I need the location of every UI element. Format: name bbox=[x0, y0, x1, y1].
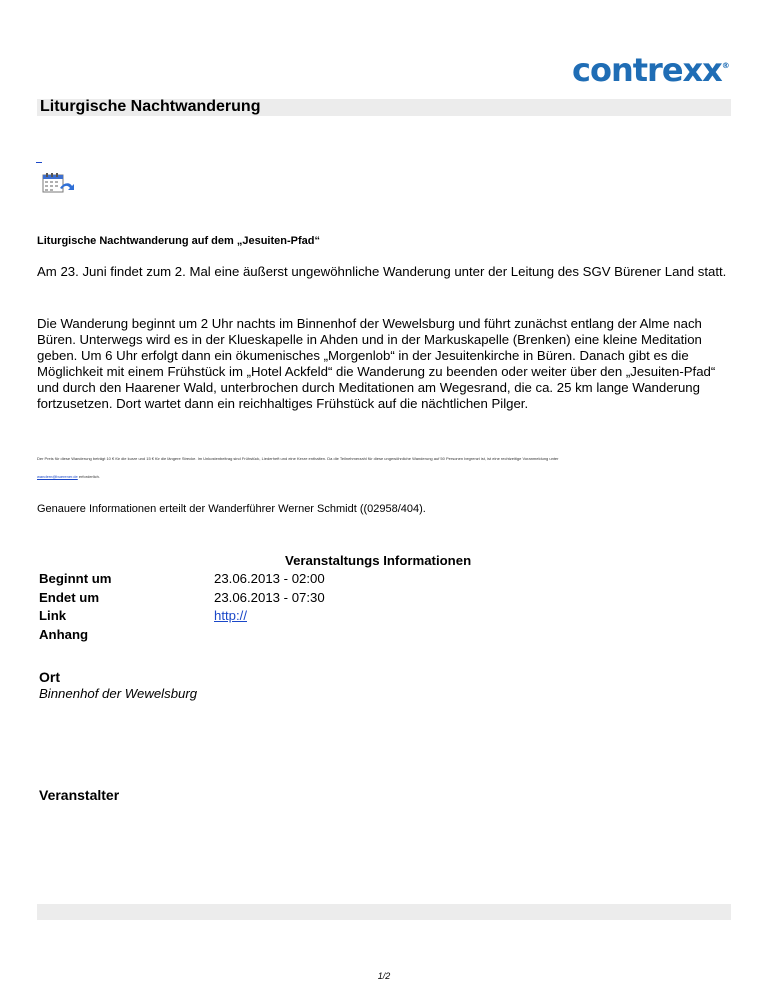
footer-bar bbox=[37, 904, 731, 920]
end-value: 23.06.2013 - 07:30 bbox=[214, 590, 325, 605]
title-bar bbox=[37, 99, 731, 116]
attachment-label: Anhang bbox=[39, 627, 89, 642]
calendar-export-icon[interactable] bbox=[42, 172, 76, 194]
event-info-heading: Veranstaltungs Informationen bbox=[285, 553, 472, 568]
organizer-heading: Veranstalter bbox=[39, 787, 120, 803]
event-link[interactable]: http:// bbox=[214, 608, 247, 623]
price-note: Der Preis für diese Wanderung beträgt 10 € für die kurze und 15 € für die längere Strecke. Im Unkostenbeitrag sind Frühstück, Liederheft und eine Kerze enthalten. Da die Teilnehmerzahl für diese ungewöhnliche Wanderung auf 50 Personen begrenzt ist, ist eine rechtzeitige Voranmeldung unter bbox=[37, 456, 559, 461]
description-paragraph: Die Wanderung beginnt um 2 Uhr nachts im Binnenhof der Wewelsburg und führt zunächst entlang der Alme nach Büren. Unterwegs wird es in der Klueskapelle in Ahden und in der Markuskapelle (Brenken) eine kleine Meditation geben. Um 6 Uhr erfolgt dann ein ökumenisches „Morgenlob“ in der Jesuitenkirche in Büren. Danach gibt es die Möglichkeit mit einem Frühstück im „Hotel Ackfeld“ die Wanderung zu beenden oder weiter über den „Jesuiten-Pfad“ und durch den Haarener Wald, unterbrochen durch Meditationen am Wegesrand, die ca. 25 km lange Wanderung fortzusetzen. Dort wartet dann ein reichhaltiges Frühstück auf die nächtlichen Pilger. bbox=[37, 316, 716, 411]
end-label: Endet um bbox=[39, 590, 100, 605]
start-label: Beginnt um bbox=[39, 571, 112, 586]
registration-email-link[interactable]: wandern@buerener.de bbox=[37, 474, 78, 479]
contrexx-logo: contrexx® bbox=[572, 51, 729, 89]
link-label: Link bbox=[39, 608, 67, 623]
registration-note: wandern@buerener.de erforderlich. bbox=[37, 474, 100, 479]
event-subheading: Liturgische Nachtwanderung auf dem „Jesuiten-Pfad“ bbox=[37, 235, 320, 247]
location-heading: Ort bbox=[39, 669, 60, 685]
start-value: 23.06.2013 - 02:00 bbox=[214, 571, 325, 586]
export-link[interactable] bbox=[36, 152, 42, 163]
page-title: Liturgische Nachtwanderung bbox=[40, 98, 261, 115]
page-number: 1/2 bbox=[377, 971, 391, 981]
location-value: Binnenhof der Wewelsburg bbox=[39, 686, 198, 701]
contact-line: Genauere Informationen erteilt der Wanderführer Werner Schmidt ((02958/404). bbox=[37, 503, 426, 515]
intro-paragraph: Am 23. Juni findet zum 2. Mal eine äußerst ungewöhnliche Wanderung unter der Leitung des SGV Bürener Land statt. bbox=[37, 264, 727, 279]
